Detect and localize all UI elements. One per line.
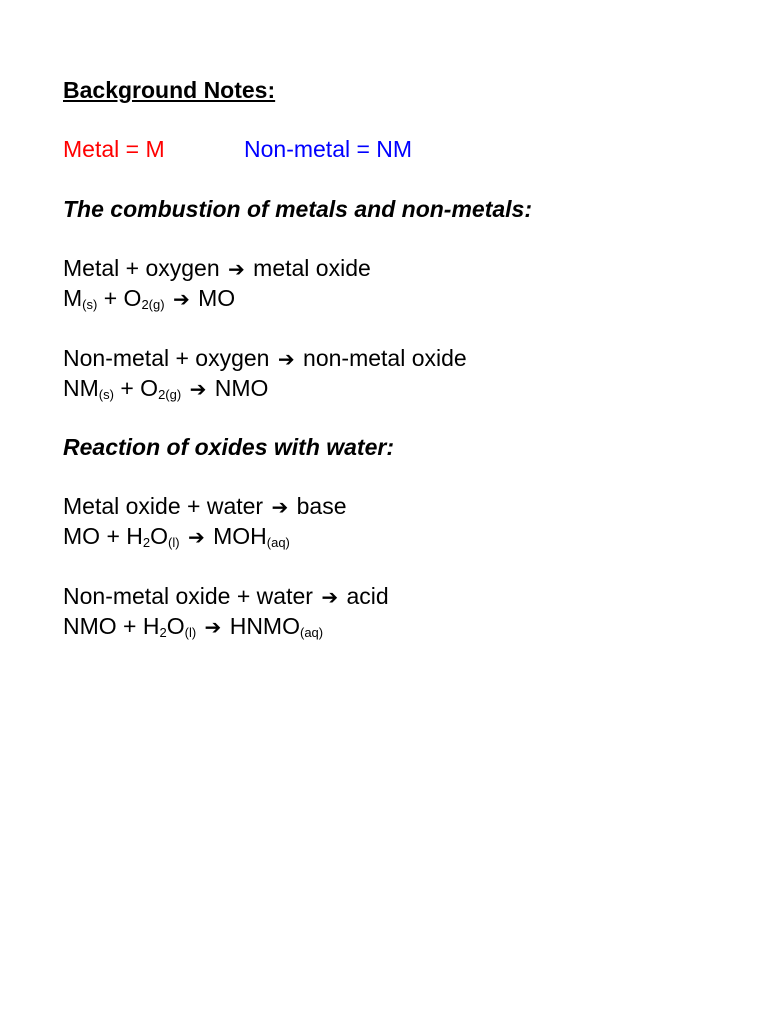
formula-product: HNMO	[229, 613, 300, 639]
equation-right: metal oxide	[253, 255, 371, 281]
nonmetal-oxide-water-word-equation	[63, 582, 389, 611]
right-arrow-icon: ➔	[204, 615, 222, 639]
hydrogen-subscript: 2	[159, 625, 167, 640]
right-arrow-icon: ➔	[189, 377, 207, 401]
right-arrow-icon: ➔	[187, 525, 205, 549]
formula-reactant: NMO + H	[63, 613, 160, 639]
metal-combustion-formula	[63, 284, 235, 313]
right-arrow-icon: ➔	[271, 495, 289, 519]
state-label: (l)	[184, 625, 197, 640]
equation-left: Non-metal + oxygen	[63, 345, 270, 371]
equation-right: acid	[346, 583, 389, 609]
formula-product: MOH	[213, 523, 267, 549]
formula-product: NMO	[214, 375, 269, 401]
legend-line	[63, 135, 703, 163]
right-arrow-icon: ➔	[172, 287, 190, 311]
state-label: (s)	[98, 387, 114, 402]
equation-right: base	[296, 493, 347, 519]
equation-right: non-metal oxide	[303, 345, 467, 371]
metal-combustion-word-equation	[63, 254, 371, 283]
formula-oxygen: O	[166, 613, 185, 639]
state-label: (l)	[168, 535, 180, 550]
equation-left: Metal oxide + water	[63, 493, 264, 519]
state-label: (s)	[82, 297, 98, 312]
nonmetal-combustion-word-equation	[63, 344, 467, 373]
nonmetal-oxide-water-formula	[63, 612, 323, 641]
equation-left: Non-metal oxide + water	[63, 583, 313, 609]
right-arrow-icon: ➔	[228, 257, 245, 281]
combustion-heading: The combustion of metals and non-metals:	[63, 196, 532, 222]
metal-oxide-water-word-equation	[63, 492, 347, 521]
oxides-water-heading: Reaction of oxides with water:	[63, 434, 394, 460]
right-arrow-icon: ➔	[321, 585, 339, 609]
formula-reactant: NM	[63, 375, 99, 401]
formula-plus-oxygen: + O	[97, 285, 142, 311]
metal-oxide-water-formula	[63, 522, 290, 551]
hydrogen-subscript: 2	[142, 535, 151, 550]
right-arrow-icon: ➔	[277, 347, 295, 371]
state-label: (aq)	[299, 625, 324, 640]
nonmetal-legend: Non-metal = NM	[244, 136, 413, 162]
formula-product: MO	[198, 285, 236, 311]
formula-oxygen: O	[150, 523, 168, 549]
state-label: (aq)	[266, 535, 290, 550]
oxygen-subscript: 2(g)	[141, 297, 165, 312]
page-title: Background Notes:	[63, 77, 276, 103]
nonmetal-combustion-formula	[63, 374, 268, 403]
formula-reactant: M	[63, 285, 83, 311]
formula-reactant: MO + H	[63, 523, 143, 549]
metal-legend: Metal = M	[63, 136, 165, 162]
equation-left: Metal + oxygen	[63, 255, 220, 281]
formula-plus-oxygen: + O	[113, 375, 159, 401]
oxygen-subscript: 2(g)	[158, 387, 182, 402]
